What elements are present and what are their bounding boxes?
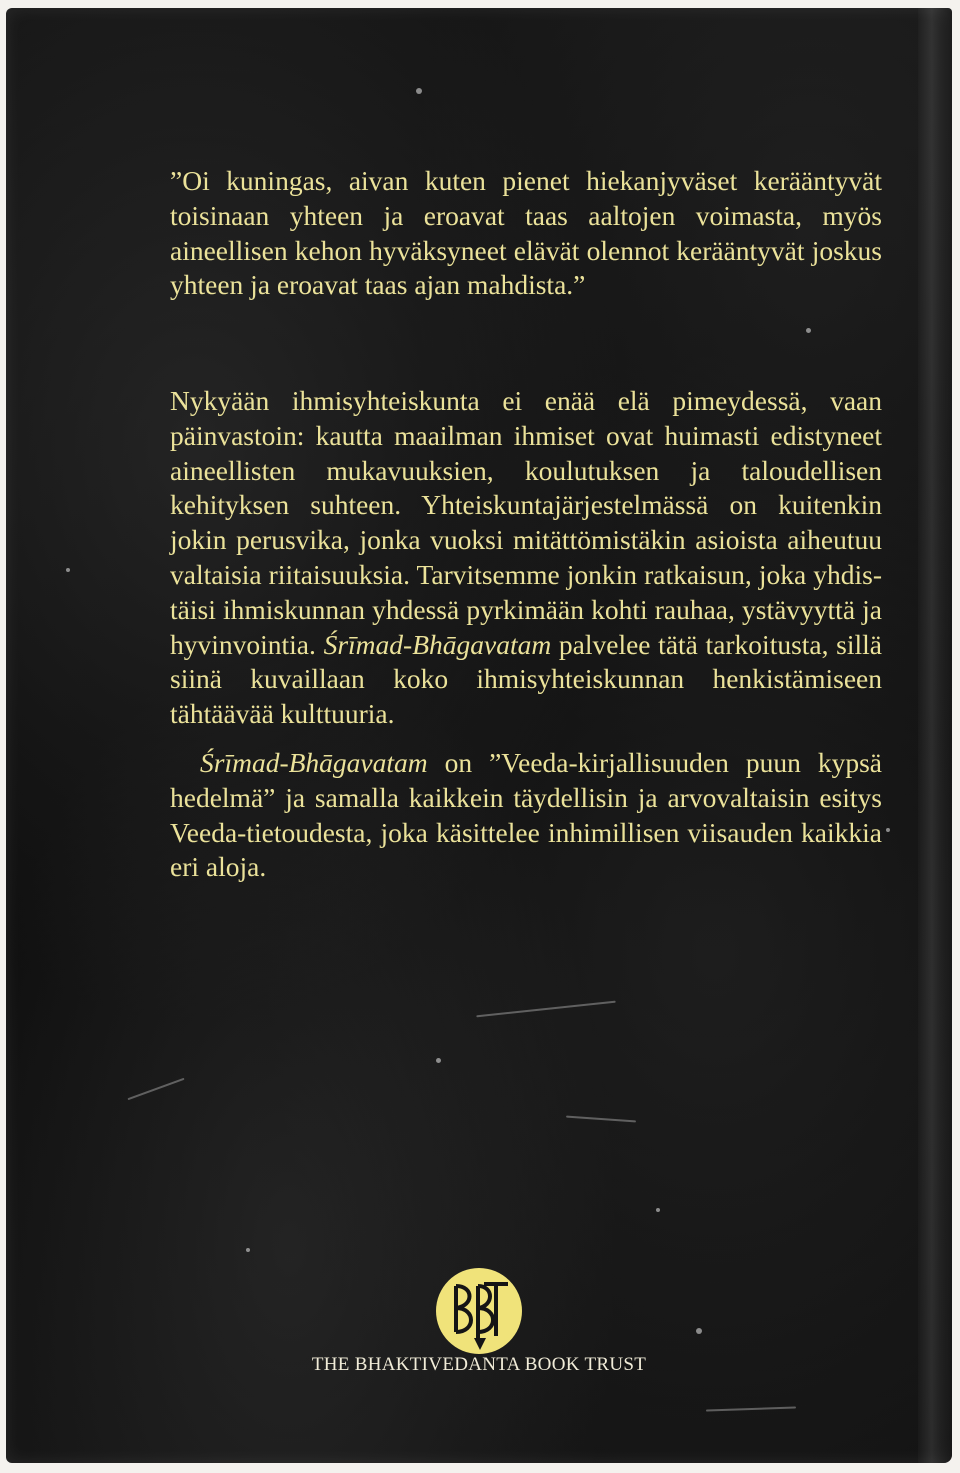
publisher-name: THE BHAKTIVEDANTA BOOK TRUST [311,1354,647,1375]
back-cover [6,8,952,1463]
opening-quote: ”Oi kuningas, aivan kuten pienet hiekanjyväset kerääntyvät toisinaan yhteen ja eroavat taas aaltojen voimasta, myös aineellisen kehon hyväksyneet elävät olennot kerääntyvät joskus yhteen ja eroavat taas ajan mahdista.” [170,165,882,301]
wear-speck [806,328,811,333]
paragraph-1-continuation: palvelee tätä tarkoitusta, sillä siinä kuvaillaan koko ihmisyhteiskunnan henkistämiseen tähtäävää kulttuuria. [170,628,883,730]
wear-scratch [127,1078,184,1100]
cover-edge [918,8,952,1463]
wear-speck [656,1208,660,1212]
publisher-logo-container [6,1266,952,1361]
description-paragraph-2 [170,746,882,885]
wear-speck [66,568,70,572]
description-paragraph-1 [170,384,882,732]
wear-speck [436,1058,441,1063]
wear-scratch [566,1116,636,1123]
bbt-logo-icon [434,1266,524,1356]
book-title-italic: Śrīmad-Bhāgavatam [323,628,552,660]
wear-scratch [476,1001,615,1018]
wear-scratch [706,1406,796,1411]
wear-speck [886,828,890,832]
wear-speck [416,88,422,94]
book-title-italic-2: Śrīmad-Bhāgavatam [200,747,428,778]
wear-speck [246,1248,250,1252]
paragraph-1-text: Nykyään ihmisyhteiskunta ei enää elä pimeydessä, vaan päinvastoin: kautta maailman ihmiset ovat huimasti edistyneet aineellisten mukavuuksien, koulutuksen ja taloudellisen kehityksen suhteen. Yhteiskuntajärjestelmässä on kuitenkin jokin perusvika, jonka vuoksi mitättömistäkin asioista aiheutuu valtaisia riitaisuuksia. Tarvitsemme jonkin ratkaisun, joka yhdistäisi ihmiskunnan yhdessä pyrkimään kohti rauhaa, ystävyyttä ja hyvinvointia. [170,385,882,660]
paragraph-2-text: on ”Veeda-kirjallisuuden puun kypsä hedelmä” ja samalla kaikkein täydellisin ja arvovaltaisin esitys Veeda-tietoudesta, joka käsittelee inhimillisen viisauden kaikkia eri aloja. [170,747,882,883]
